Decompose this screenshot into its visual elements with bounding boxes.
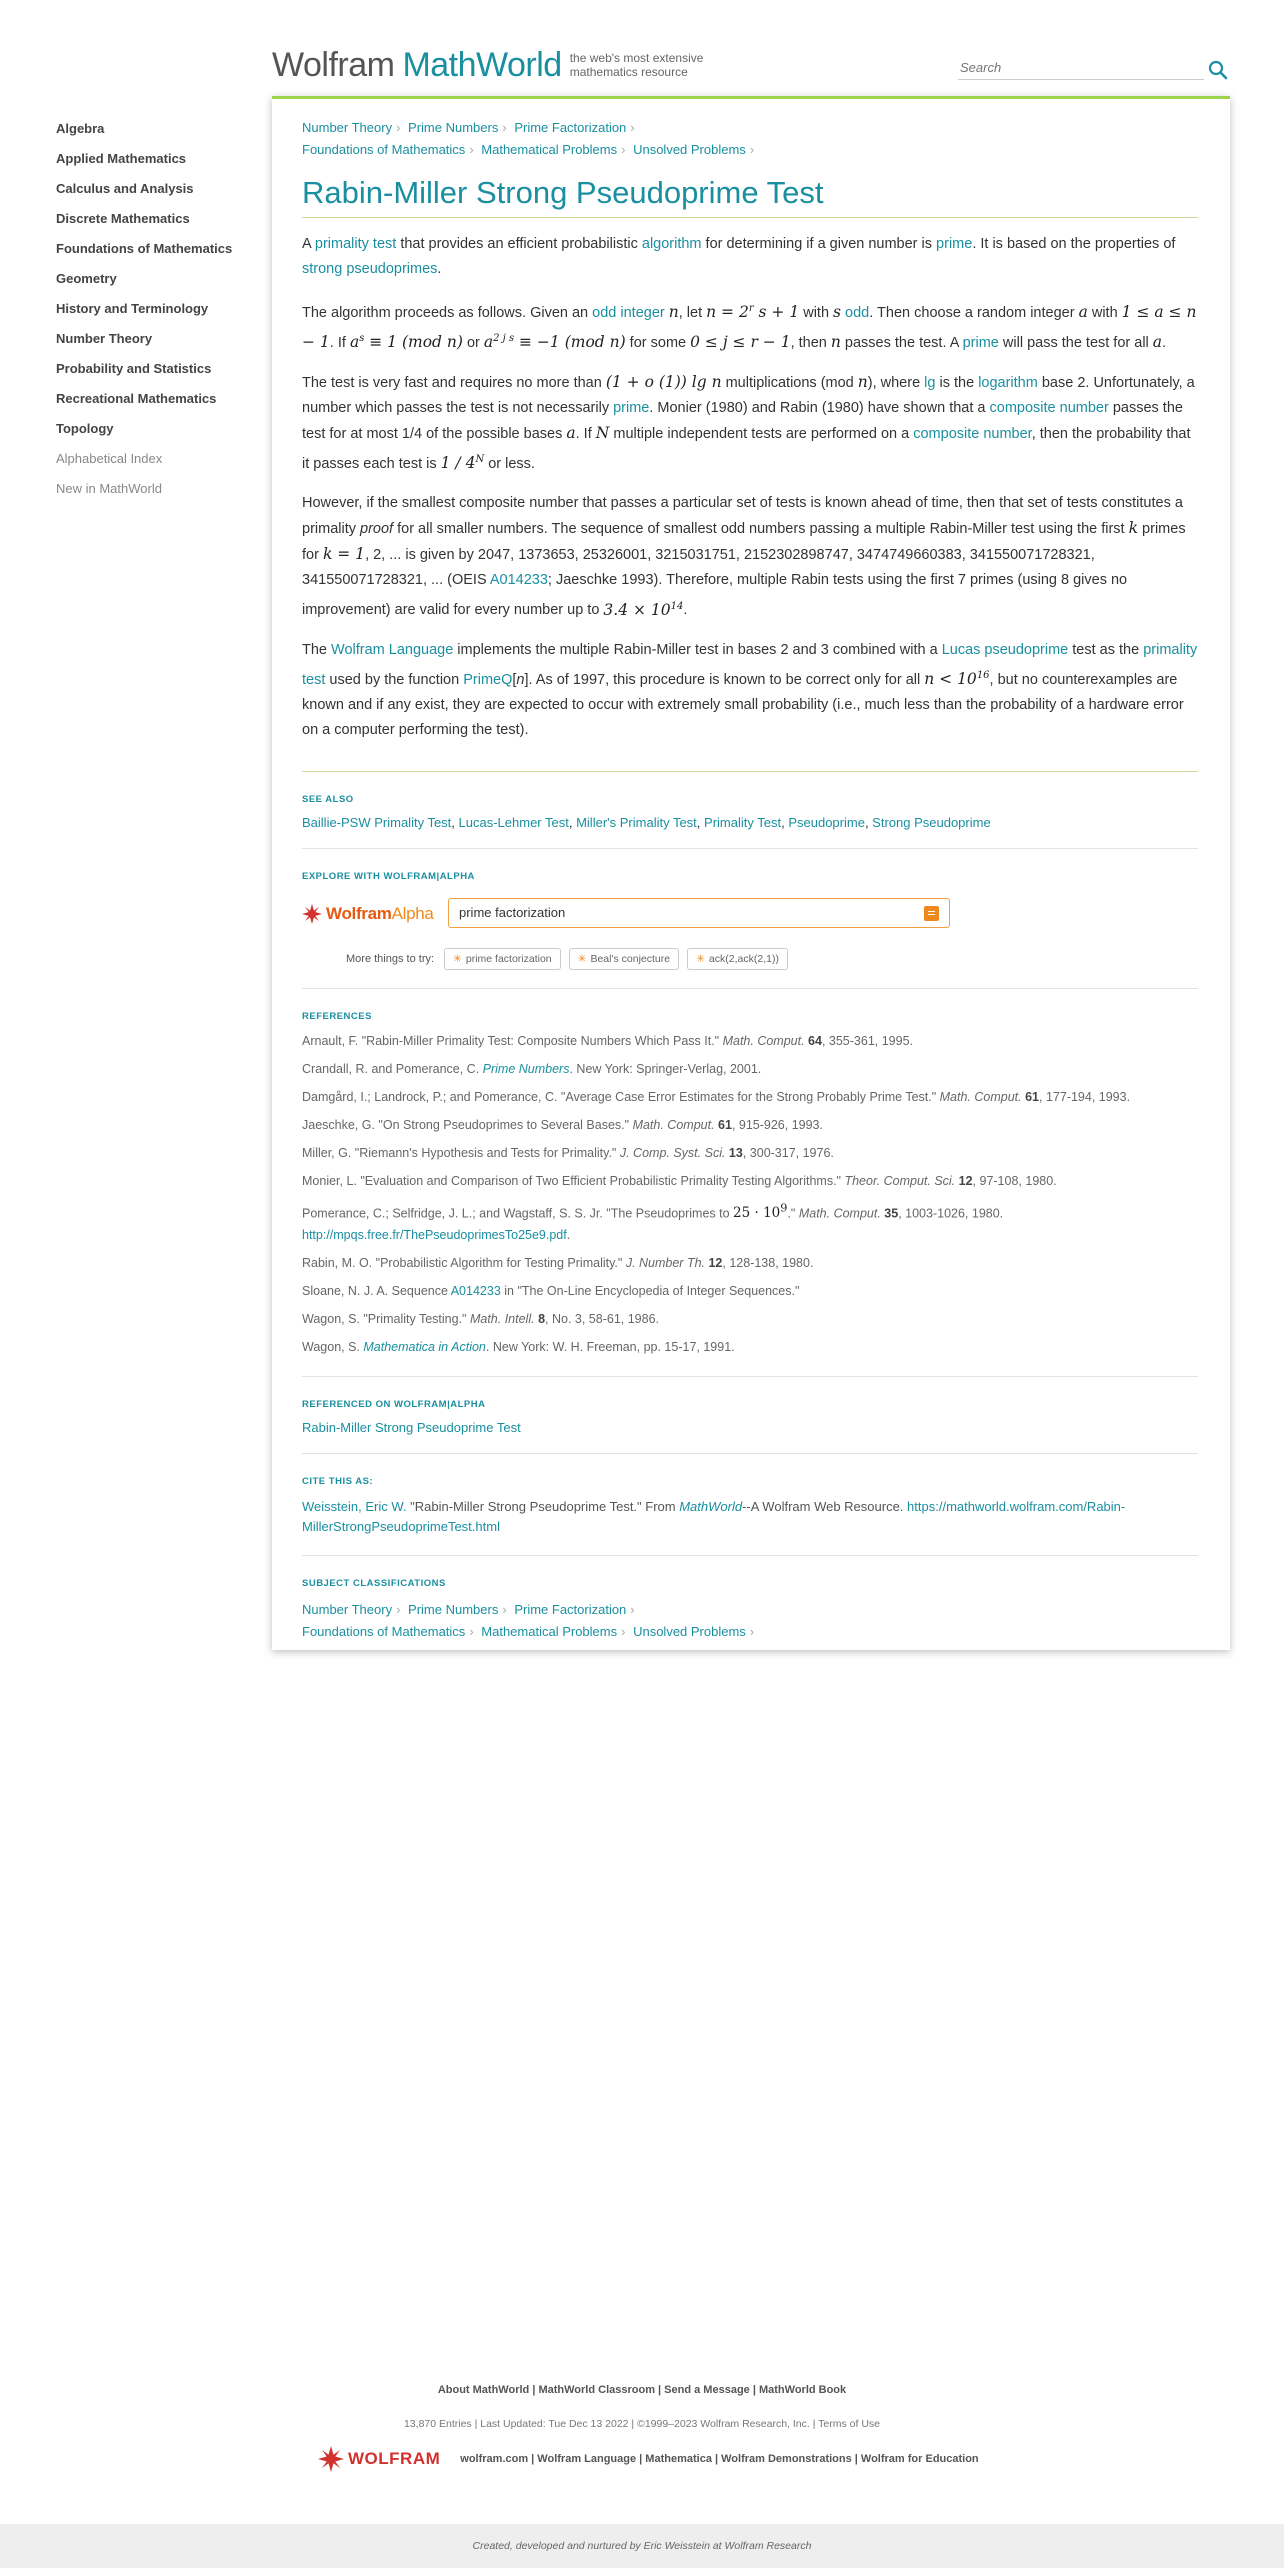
ref-text: in "The On-Line Encyclopedia of Integer Sequences." xyxy=(500,1284,800,1299)
see-also-link[interactable]: Primality Test xyxy=(704,814,782,830)
text: test as the xyxy=(1068,641,1144,658)
see-also-link[interactable]: Strong Pseudoprime xyxy=(872,814,991,830)
math-part: n = 2 xyxy=(706,303,749,322)
math-cond-1 xyxy=(350,333,463,351)
footer-wolfram-links[interactable]: wolfram.com | Wolfram Language | Mathematica | Wolfram Demonstrations | Wolfram for Education xyxy=(460,2453,979,2465)
wolfram-alpha-submit-button[interactable] xyxy=(924,906,939,921)
text: ] xyxy=(524,671,529,688)
pill-label: Beal's conjecture xyxy=(590,952,671,965)
logo-wolfram-text: Wolfram xyxy=(272,46,395,84)
reference-item xyxy=(302,1058,1198,1080)
breadcrumb-foundations[interactable]: Foundations of Mathematics xyxy=(302,142,466,157)
link-oeis-a014233[interactable]: A014233 xyxy=(489,572,548,589)
breadcrumb-separator: › xyxy=(630,120,635,135)
references-list xyxy=(302,1030,1198,1359)
ref-text: , No. 3, 58-61, 1986. xyxy=(545,1312,659,1327)
text: A xyxy=(302,236,315,252)
breadcrumb-mathematical-problems[interactable]: Mathematical Problems xyxy=(481,142,618,157)
link-lucas-pseudoprime[interactable]: Lucas pseudoprime xyxy=(941,641,1069,658)
math-part: 1 / 4 xyxy=(440,454,476,473)
math-a: a xyxy=(1078,303,1088,322)
ref-book-link[interactable]: Mathematica in Action xyxy=(363,1340,486,1355)
math-sup: s xyxy=(359,333,365,345)
ref-text: , 355-361, 1995. xyxy=(821,1033,913,1048)
ref-text: ." xyxy=(787,1206,799,1221)
text: ), where xyxy=(867,375,925,392)
math-sup: r xyxy=(748,303,754,314)
breadcrumb-unsolved-problems[interactable]: Unsolved Problems xyxy=(633,142,746,157)
referenced-link[interactable]: Rabin-Miller Strong Pseudoprime Test xyxy=(302,1420,521,1436)
text: or less. xyxy=(484,456,535,473)
wordmark-part: Alpha xyxy=(391,903,434,923)
math-cond-2 xyxy=(484,333,626,351)
text: primes for xyxy=(302,521,1186,564)
math-a: a xyxy=(566,424,576,443)
breadcrumb-separator: › xyxy=(502,120,507,135)
math-part: n < 10 xyxy=(924,669,977,688)
sidebar-item-number-theory[interactable]: Number Theory xyxy=(56,331,153,346)
reference-item xyxy=(302,1114,1198,1136)
cite-text: "Rabin-Miller Strong Pseudoprime Test." From xyxy=(406,1499,680,1515)
reference-item xyxy=(302,1170,1198,1192)
ref-volume: 13 xyxy=(725,1145,743,1160)
text: . As of 1997, this procedure is known to be correct only for all xyxy=(528,671,925,688)
text: . If xyxy=(575,426,596,443)
footer-credit: Created, developed and nurtured by Eric Weisstein at Wolfram Research xyxy=(0,2524,1284,2568)
citation xyxy=(302,1497,1198,1537)
ref-journal: J. Number Th. xyxy=(625,1256,705,1271)
page-title: Rabin-Miller Strong Pseudoprime Test xyxy=(302,175,1198,218)
text: . xyxy=(683,602,688,619)
math-part: ≡ 1 (mod n) xyxy=(364,333,463,352)
suggestion-pill[interactable] xyxy=(687,948,788,970)
see-also-link[interactable]: Baillie-PSW Primality Test xyxy=(302,814,452,830)
suggestion-pill[interactable] xyxy=(444,948,561,970)
link-wolfram-language[interactable]: Wolfram Language xyxy=(331,641,454,658)
sidebar-item-recreational-mathematics[interactable]: Recreational Mathematics xyxy=(56,391,217,406)
suggestion-pill[interactable] xyxy=(569,948,679,970)
text: The test is very fast and requires no more than xyxy=(302,375,606,392)
reference-item xyxy=(302,1198,1198,1247)
search-icon[interactable] xyxy=(1206,58,1230,82)
ref-text: . xyxy=(566,1228,571,1243)
cite-mathworld-link[interactable]: MathWorld xyxy=(679,1499,743,1515)
math-range-j: 0 ≤ j ≤ r − 1 xyxy=(690,333,791,352)
text: with xyxy=(799,305,834,322)
wolfram-alpha-input[interactable] xyxy=(448,898,950,928)
math-part: 25 · 10 xyxy=(733,1205,781,1222)
referenced-heading: REFERENCED ON WOLFRAM|ALPHA xyxy=(302,1399,486,1411)
text: , then the probability that it passes each test is xyxy=(302,426,1191,473)
sidebar-item-geometry[interactable]: Geometry xyxy=(56,271,117,286)
breadcrumb-number-theory[interactable]: Number Theory xyxy=(302,120,393,135)
breadcrumb-separator: › xyxy=(396,120,401,135)
math-complexity: (1 + o (1)) lg n xyxy=(605,373,722,392)
text: , but no counterexamples are known and if any exist, they are expected to occur with extremely small probability (i.e., much less than the probability of a hardware error on a computer performing the test). xyxy=(302,671,1184,738)
wolfram-wordmark: WOLFRAM xyxy=(348,2449,441,2468)
ref-volume: 12 xyxy=(955,1173,973,1188)
breadcrumb-row xyxy=(302,139,1198,161)
text: ; Jaeschke 1993). Therefore, multiple Rabin tests using the first 7 primes (using 8 gives no improvement) are valid for every number up to xyxy=(302,572,1128,619)
math-probability xyxy=(441,454,485,472)
sidebar-item-history-and-terminology[interactable]: History and Terminology xyxy=(56,301,209,316)
text: , let xyxy=(678,305,707,322)
breadcrumb-prime-numbers[interactable]: Prime Numbers xyxy=(408,120,499,135)
ref-text: , 1003-1026, 1980. xyxy=(898,1206,1004,1221)
link-lg[interactable]: lg xyxy=(924,375,936,392)
math-sup: N xyxy=(475,454,485,466)
text: passes the test for at most 1/4 of the possible bases xyxy=(302,400,1183,443)
breadcrumb-separator: › xyxy=(749,142,755,157)
math-n: n xyxy=(857,373,868,392)
see-also-list: Baillie-PSW Primality Test, Lucas-Lehmer Test, Miller's Primality Test, Primality Test, Pseudoprime, Strong Pseudoprime xyxy=(302,814,991,830)
text: or xyxy=(462,335,484,352)
math-sup: 2 j s xyxy=(493,333,515,345)
suggestion-icon: ✳ xyxy=(453,952,462,965)
link-composite-number[interactable]: composite number xyxy=(913,426,1032,443)
math-n: n xyxy=(668,303,679,322)
ref-text: . New York: W. H. Freeman, pp. 15-17, 1991. xyxy=(485,1340,735,1355)
math-part: 3.4 × 10 xyxy=(603,600,671,619)
math-k-eq: k = 1 xyxy=(322,545,366,564)
subject-prime-numbers[interactable]: Prime Numbers xyxy=(408,1602,499,1618)
section-divider xyxy=(302,1376,1198,1377)
logo-tagline xyxy=(570,52,704,80)
subject-heading: SUBJECT CLASSIFICATIONS xyxy=(302,1578,446,1590)
tagline-line-2: mathematics resource xyxy=(569,65,688,80)
subject-number-theory[interactable]: Number Theory xyxy=(302,1602,393,1618)
ref-journal: Math. Comput. xyxy=(798,1206,881,1221)
math-n: n xyxy=(830,333,841,352)
ref-text: , 128-138, 1980. xyxy=(722,1256,814,1271)
footer-links[interactable]: About MathWorld | MathWorld Classroom | Send a Message | MathWorld Book xyxy=(437,2384,847,2396)
ref-text: Wagon, S. "Primality Testing." xyxy=(302,1312,470,1327)
breadcrumb-separator: › xyxy=(396,1602,401,1618)
ref-journal: J. Comp. Syst. Sci. xyxy=(619,1145,726,1160)
ref-text: Wagon, S. xyxy=(302,1340,364,1355)
text: with xyxy=(1087,305,1122,322)
breadcrumb-row xyxy=(302,117,1198,139)
ref-text: Monier, L. "Evaluation and Comparison of Two Efficient Probabilistic Primality Testing Algorithms." xyxy=(302,1173,845,1188)
text: The algorithm proceeds as follows. Given an xyxy=(302,305,593,322)
ref-text: Damgård, I.; Landrock, P.; and Pomerance, C. "Average Case Error Estimates for the Strong Probably Prime Test." xyxy=(302,1089,940,1104)
math-k: k xyxy=(1128,519,1139,538)
cite-author-link[interactable]: Weisstein, Eric W. xyxy=(302,1499,407,1515)
search-input[interactable] xyxy=(958,56,1204,80)
link-odd[interactable]: odd xyxy=(845,305,870,322)
paragraph-complexity xyxy=(302,370,1198,477)
link-primality-test[interactable]: primality test xyxy=(302,641,1198,688)
reference-item xyxy=(302,1252,1198,1274)
ref-text: Arnault, F. "Rabin-Miller Primality Test: Composite Numbers Which Pass It." xyxy=(302,1033,723,1048)
text: passes the test. A xyxy=(840,335,963,352)
sidebar-item-foundations-of-mathematics[interactable]: Foundations of Mathematics xyxy=(56,241,233,256)
subject-mathematical-problems[interactable]: Mathematical Problems xyxy=(481,1624,618,1640)
ref-text: Sloane, N. J. A. Sequence xyxy=(302,1284,451,1299)
references-heading: REFERENCES xyxy=(302,1010,372,1022)
text: . xyxy=(437,261,442,277)
math-range-a: 1 ≤ a ≤ n − 1 xyxy=(302,303,1197,352)
article-card xyxy=(272,96,1230,1650)
text: . xyxy=(1162,335,1167,352)
explore-heading: EXPLORE WITH WOLFRAM|ALPHA xyxy=(302,870,475,882)
cite-url-link[interactable]: https://mathworld.wolfram.com/Rabin-MillerStrongPseudoprimeTest.html xyxy=(302,1499,1126,1535)
breadcrumb-row xyxy=(302,1599,1198,1621)
footer-info: 13,870 Entries | Last Updated: Tue Dec 13 2022 | ©1999–2023 Wolfram Research, Inc. | Terms of Use xyxy=(403,2418,881,2430)
emphasis-proof: proof xyxy=(360,521,394,538)
ref-text: Rabin, M. O. "Probabilistic Algorithm for Testing Primality." xyxy=(302,1256,626,1271)
wolfram-alpha-search xyxy=(302,896,1198,934)
ref-text: , 915-926, 1993. xyxy=(731,1117,823,1132)
sidebar-item-calculus-and-analysis[interactable]: Calculus and Analysis xyxy=(56,181,194,196)
paragraph-proof xyxy=(302,491,1198,623)
reference-item xyxy=(302,1336,1198,1358)
ref-journal: Theor. Comput. Sci. xyxy=(844,1173,956,1188)
text: base 2. Unfortunately, a number which passes the test is not necessarily xyxy=(302,375,1195,417)
wolfram-alpha-wordmark xyxy=(326,904,434,924)
cite-heading: CITE THIS AS: xyxy=(302,1476,374,1488)
breadcrumb xyxy=(302,117,1198,161)
math-N: N xyxy=(595,424,610,443)
section-divider xyxy=(302,1453,1198,1454)
link-logarithm[interactable]: logarithm xyxy=(978,375,1038,392)
more-things-label: More things to try: xyxy=(346,952,435,965)
link-prime[interactable]: prime xyxy=(962,335,999,352)
link-algorithm[interactable]: algorithm xyxy=(641,236,702,252)
math-part: a xyxy=(483,333,494,352)
tagline-line-1: the web's most extensive xyxy=(569,51,704,66)
article-content xyxy=(302,117,1198,1643)
breadcrumb-row xyxy=(302,1621,1198,1643)
ref-journal: Math. Intell. xyxy=(469,1312,535,1327)
text: However, if the smallest composite number that passes a particular set of tests is known ahead of time, then that set of tests constitutes a primality xyxy=(302,495,1183,538)
text: , 2, ... is given by 2047, 1373653, 25326001, 3215031751, 2152302898747, 3474749660383, 341550071728321, 341550071728321, ... (OEIS xyxy=(302,547,1095,589)
ref-text: , 300-317, 1976. xyxy=(742,1145,834,1160)
reference-item xyxy=(302,1308,1198,1330)
math-sup: 16 xyxy=(976,669,990,681)
wolfram-spikey-icon xyxy=(302,904,322,924)
sidebar-item-topology[interactable]: Topology xyxy=(56,421,114,436)
text: implements the multiple Rabin-Miller test in bases 2 and 3 combined with a xyxy=(453,641,942,658)
see-also-heading: SEE ALSO xyxy=(302,793,354,805)
text: . Then choose a random integer xyxy=(869,305,1079,322)
section-divider xyxy=(302,848,1198,849)
ref-oeis-link[interactable]: A014233 xyxy=(450,1284,501,1299)
ref-journal: Math. Comput. xyxy=(722,1033,805,1048)
breadcrumb-separator: › xyxy=(621,142,626,157)
text: . It is based on the properties of xyxy=(972,236,1176,252)
sidebar-item-applied-mathematics[interactable]: Applied Mathematics xyxy=(56,151,187,166)
referenced-link-wrap xyxy=(302,1420,1198,1435)
breadcrumb-separator: › xyxy=(630,1602,635,1618)
ref-journal: Math. Comput. xyxy=(939,1089,1022,1104)
suggestion-icon: ✳ xyxy=(577,952,587,965)
section-divider xyxy=(302,988,1198,989)
site-header xyxy=(272,44,1230,92)
sidebar-item-algebra[interactable]: Algebra xyxy=(56,121,105,136)
ref-volume: 61 xyxy=(714,1117,732,1132)
link-odd-integer[interactable]: odd integer xyxy=(592,305,665,322)
subject-prime-factorization[interactable]: Prime Factorization xyxy=(514,1602,627,1618)
text: that provides an efficient probabilistic xyxy=(396,236,642,252)
text: will pass the test for all xyxy=(998,335,1153,352)
paragraph-algorithm xyxy=(302,296,1198,356)
ref-book-link[interactable]: Prime Numbers xyxy=(482,1061,570,1076)
sidebar-nav xyxy=(56,118,266,508)
link-prime[interactable]: prime xyxy=(613,400,650,417)
ref-text: Crandall, R. and Pomerance, C. xyxy=(302,1061,483,1076)
ref-math xyxy=(733,1201,788,1222)
subject-breadcrumb xyxy=(302,1599,1198,1643)
reference-item xyxy=(302,1142,1198,1164)
ref-text: , 97-108, 1980. xyxy=(972,1173,1057,1188)
see-also-link[interactable]: Lucas-Lehmer Test xyxy=(458,814,569,830)
paragraph-wolfram-language xyxy=(302,638,1198,743)
math-part: a xyxy=(349,333,360,352)
math-bound xyxy=(603,601,683,619)
link-strong-pseudoprimes[interactable]: strong pseudoprimes xyxy=(302,261,438,277)
sidebar-item-alphabetical-index[interactable]: Alphabetical Index xyxy=(56,451,163,466)
link-primality-test[interactable]: primality test xyxy=(314,236,397,252)
see-also-link[interactable]: Miller's Primality Test xyxy=(576,814,697,830)
math-n-bound xyxy=(924,670,989,688)
subject-foundations[interactable]: Foundations of Mathematics xyxy=(302,1624,466,1640)
sidebar-item-probability-and-statistics[interactable]: Probability and Statistics xyxy=(56,361,212,376)
link-prime[interactable]: prime xyxy=(936,236,973,252)
text: multiple independent tests are performed on a xyxy=(609,426,914,443)
math-part: ≡ −1 (mod n) xyxy=(514,333,626,352)
footer-wolfram-row xyxy=(318,2446,1018,2472)
suggestion-icon: ✳ xyxy=(696,952,705,965)
text: [ xyxy=(512,671,517,688)
cite-text: --A Wolfram Web Resource. xyxy=(742,1499,908,1515)
ref-volume: 12 xyxy=(705,1256,723,1271)
pill-label: ack(2,ack(2,1)) xyxy=(708,952,779,965)
text: used by the function xyxy=(325,671,464,688)
link-primeq[interactable]: PrimeQ xyxy=(463,671,513,688)
section-divider xyxy=(302,771,1198,772)
logo-mathworld-text: MathWorld xyxy=(402,46,562,84)
ref-text: Miller, G. "Riemann's Hypothesis and Tests for Primality." xyxy=(302,1145,620,1160)
math-sup: 14 xyxy=(670,600,684,612)
math-a: a xyxy=(1152,333,1163,352)
breadcrumb-prime-factorization[interactable]: Prime Factorization xyxy=(514,120,627,135)
mathworld-logo[interactable] xyxy=(272,48,703,82)
section-divider xyxy=(302,1555,1198,1556)
math-part: s + 1 xyxy=(753,303,800,322)
text: is the xyxy=(935,375,979,392)
ref-text: Jaeschke, G. "On Strong Pseudoprimes to Several Bases." xyxy=(302,1117,633,1132)
text: The xyxy=(302,641,332,658)
text: for all smaller numbers. The sequence of smallest odd numbers passing a multiple Rabin-Miller test using the first xyxy=(393,521,1129,538)
breadcrumb-separator: › xyxy=(749,1624,755,1640)
breadcrumb-separator: › xyxy=(502,1602,507,1618)
ref-volume: 61 xyxy=(1021,1089,1040,1104)
wordmark-part: Wolfram xyxy=(326,903,392,923)
math-n-def xyxy=(706,303,799,321)
text: for some xyxy=(625,335,691,352)
ref-volume: 64 xyxy=(804,1033,822,1048)
paragraph-intro xyxy=(302,232,1198,282)
sidebar-item-discrete-mathematics[interactable]: Discrete Mathematics xyxy=(56,211,190,226)
ref-text: Pomerance, C.; Selfridge, J. L.; and Wagstaff, S. S. Jr. "The Pseudoprimes to xyxy=(302,1206,734,1221)
math-s: s xyxy=(833,303,842,322)
wolfram-spikey-icon xyxy=(318,2446,344,2472)
link-composite-number[interactable]: composite number xyxy=(989,400,1109,417)
text: , then xyxy=(790,335,831,352)
math-sup: 9 xyxy=(780,1201,788,1215)
wolfram-alpha-logo[interactable] xyxy=(302,904,434,924)
wolfram-logo[interactable] xyxy=(318,2446,440,2472)
reference-item xyxy=(302,1280,1198,1302)
ref-volume: 35 xyxy=(880,1206,899,1221)
ref-journal: Math. Comput. xyxy=(632,1117,715,1132)
ref-text: , 177-194, 1993. xyxy=(1039,1089,1131,1104)
pill-label: prime factorization xyxy=(465,952,552,965)
see-also-link[interactable]: Pseudoprime xyxy=(788,814,865,830)
ref-text: . New York: Springer-Verlag, 2001. xyxy=(569,1061,762,1076)
breadcrumb-separator: › xyxy=(469,142,474,157)
breadcrumb-separator: › xyxy=(469,1624,474,1640)
text: . Monier (1980) and Rabin (1980) have shown that a xyxy=(649,400,990,417)
reference-item xyxy=(302,1030,1198,1052)
reference-item xyxy=(302,1086,1198,1108)
sidebar-item-new-in-mathworld[interactable]: New in MathWorld xyxy=(56,481,162,496)
more-things-to-try xyxy=(346,948,1198,970)
text: n xyxy=(516,671,525,688)
breadcrumb-separator: › xyxy=(621,1624,626,1640)
text: for determining if a given number is xyxy=(701,236,937,252)
subject-unsolved-problems[interactable]: Unsolved Problems xyxy=(633,1624,746,1640)
ref-volume: 8 xyxy=(534,1312,546,1327)
text: . If xyxy=(329,335,350,352)
text: multiplications (mod xyxy=(721,375,858,392)
ref-url-link[interactable]: http://mpqs.free.fr/ThePseudoprimesTo25e9.pdf xyxy=(302,1228,567,1243)
